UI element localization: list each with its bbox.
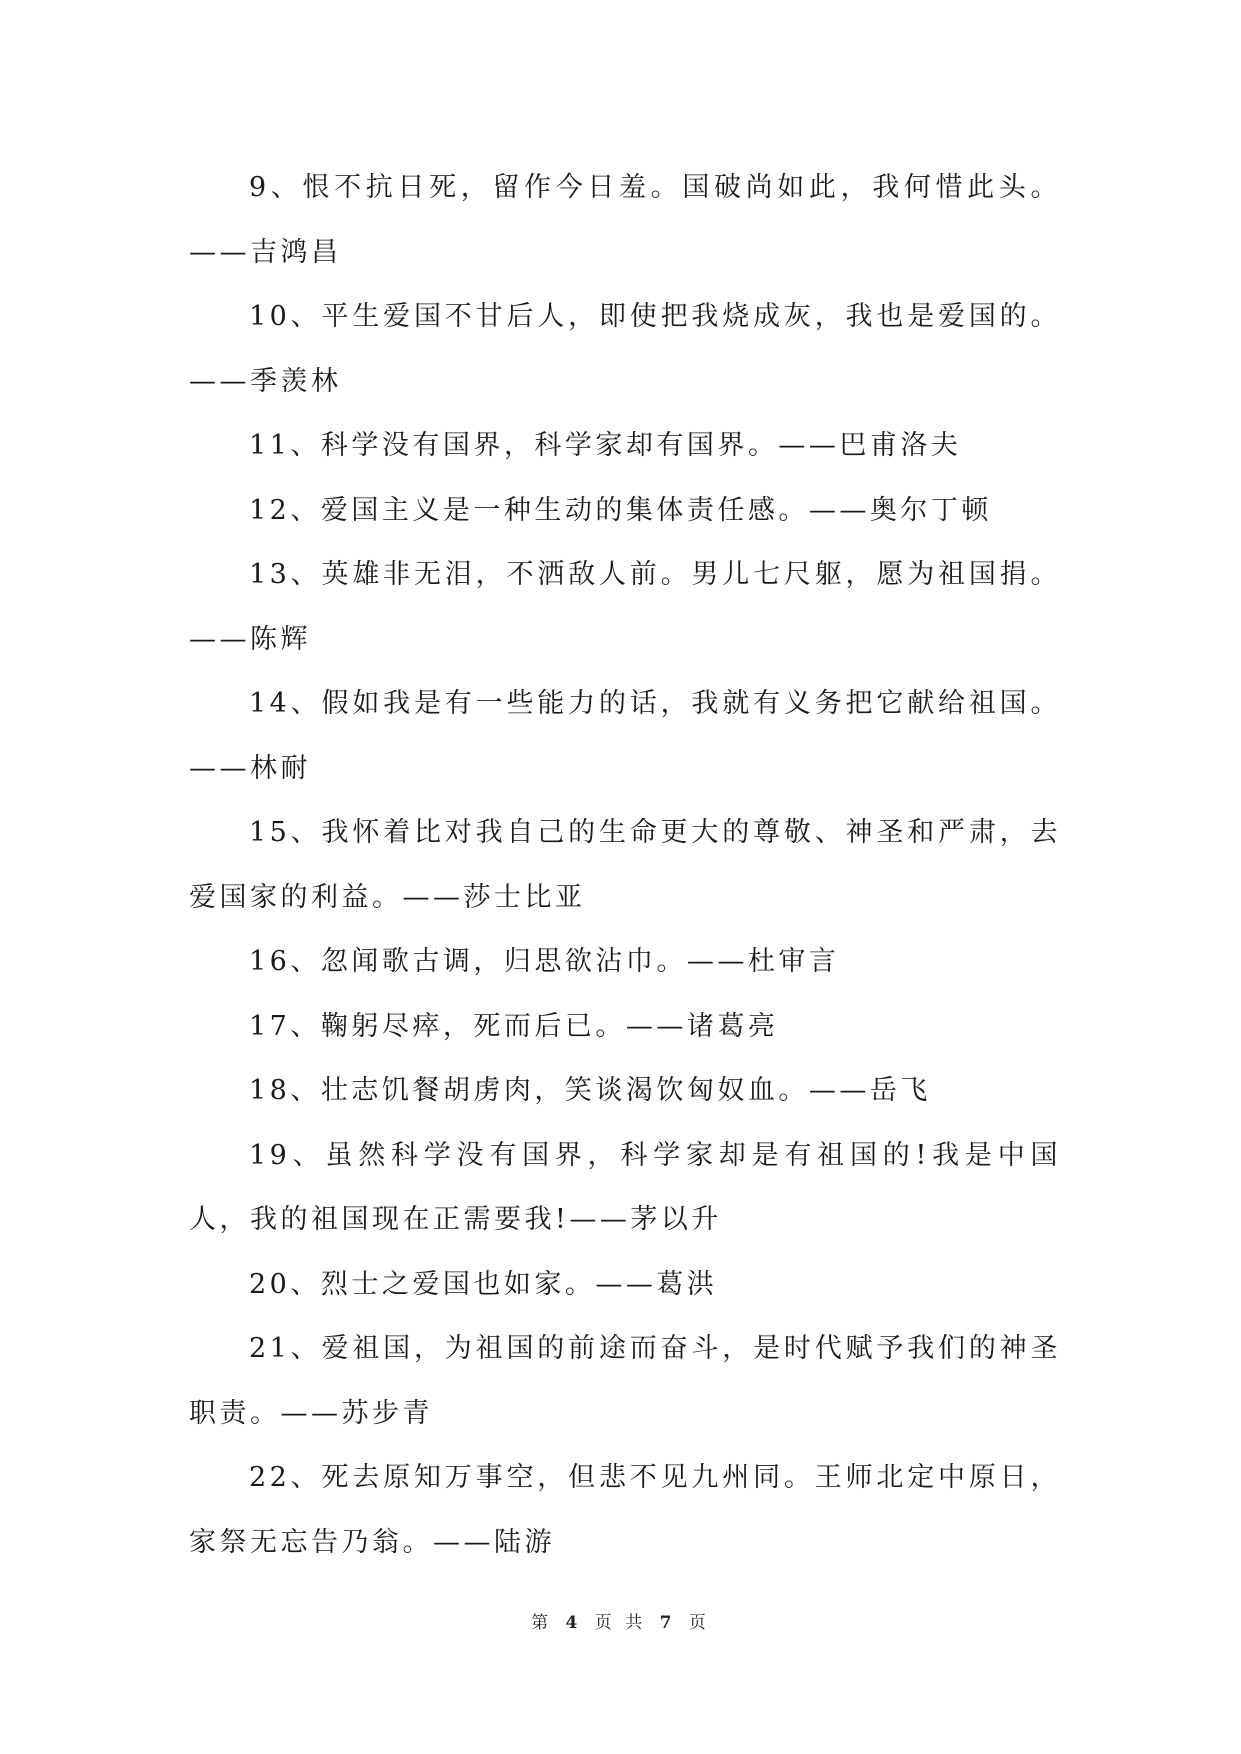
quote-list xyxy=(189,156,1061,1575)
quote-item: 11、科学没有国界，科学家却有国界。——巴甫洛夫 xyxy=(249,430,962,461)
quote-item: 20、烈士之爱国也如家。——葛洪 xyxy=(249,1268,718,1300)
quote-item: 13、英雄非无泪，不洒敌人前。男儿七尺躯，愿为祖国捐。——陈辉 xyxy=(189,559,1061,655)
quote-item: 10、平生爱国不甘后人，即使把我烧成灰，我也是爱国的。——季羡林 xyxy=(189,301,1061,397)
quote-item: 18、壮志饥餐胡虏肉，笑谈渴饮匈奴血。——岳飞 xyxy=(249,1075,931,1106)
quote-item: 14、假如我是有一些能力的话，我就有义务把它献给祖国。——林耐 xyxy=(189,688,1061,784)
footer-suffix: 页 xyxy=(688,1613,710,1633)
page-footer xyxy=(0,1608,1241,1633)
quote-item: 12、爱国主义是一种生动的集体责任感。——奥尔丁顿 xyxy=(249,494,992,526)
current-page-number: 4 xyxy=(565,1613,582,1633)
quote-item: 22、死去原知万事空，但悲不见九州同。王师北定中原日，家祭无忘告乃翁。——陆游 xyxy=(189,1462,1061,1558)
quote-item: 9、恨不抗日死，留作今日羞。国破尚如此，我何惜此头。——吉鸿昌 xyxy=(189,172,1061,268)
quote-item: 19、虽然科学没有国界，科学家却是有祖国的!我是中国人，我的祖国现在正需要我!——茅以升 xyxy=(189,1139,1061,1235)
footer-prefix: 第 xyxy=(531,1613,553,1633)
quote-item: 15、我怀着比对我自己的生命更大的尊敬、神圣和严肃，去爱国家的利益。——莎士比亚 xyxy=(189,817,1061,913)
quote-item: 16、忽闻歌古调，归思欲沾巾。——杜审言 xyxy=(249,946,840,977)
total-page-number: 7 xyxy=(659,1613,676,1633)
quote-item: 17、鞠躬尽瘁，死而后已。——诸葛亮 xyxy=(249,1010,779,1042)
quote-item: 21、爱祖国，为祖国的前途而奋斗，是时代赋予我们的神圣职责。——苏步青 xyxy=(189,1333,1061,1429)
footer-middle: 页 共 xyxy=(594,1613,647,1633)
